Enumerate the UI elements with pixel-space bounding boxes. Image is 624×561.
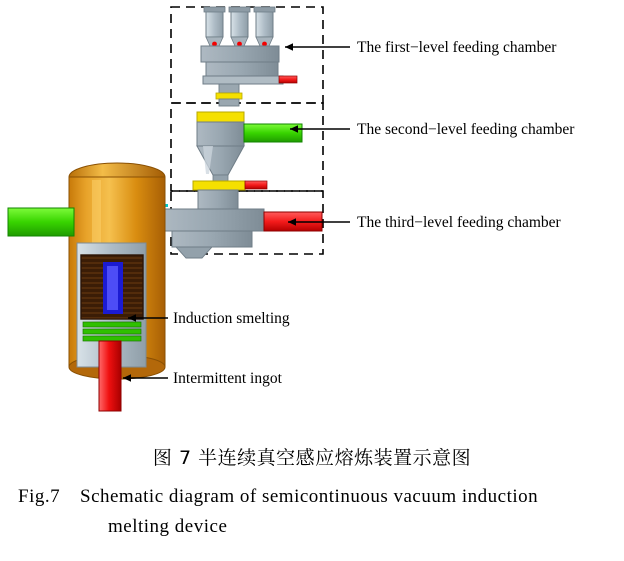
figure-caption-english-line2: melting device: [108, 516, 228, 537]
mold-rings: [83, 322, 141, 341]
annotation-intermittent-ingot: Intermittent ingot: [173, 370, 282, 387]
annotation-first-level-feeding-chamber: The first−level feeding chamber: [357, 39, 557, 56]
dashed-box-second-level: [171, 103, 323, 191]
figure-caption-chinese: 图 7 半连续真空感应熔炼装置示意图: [152, 447, 472, 469]
figure-caption-english: [0, 482, 624, 542]
induction-coil: [81, 255, 143, 319]
second-level-chamber-assembly: [193, 112, 302, 190]
annotation-second-level-feeding-chamber: The second−level feeding chamber: [357, 121, 575, 138]
first-level-chamber-assembly: [201, 7, 297, 106]
intermittent-ingot-bar: [99, 341, 121, 411]
furnace-vessel: [8, 163, 165, 411]
third-level-chamber-assembly: [156, 190, 322, 258]
annotation-induction-smelting: Induction smelting: [173, 310, 290, 327]
figure-number-label: Fig.7: [18, 486, 61, 507]
annotation-third-level-feeding-chamber: The third−level feeding chamber: [357, 214, 561, 231]
figure-caption-english-line1: Schematic diagram of semicontinuous vacuum induction: [80, 486, 539, 507]
